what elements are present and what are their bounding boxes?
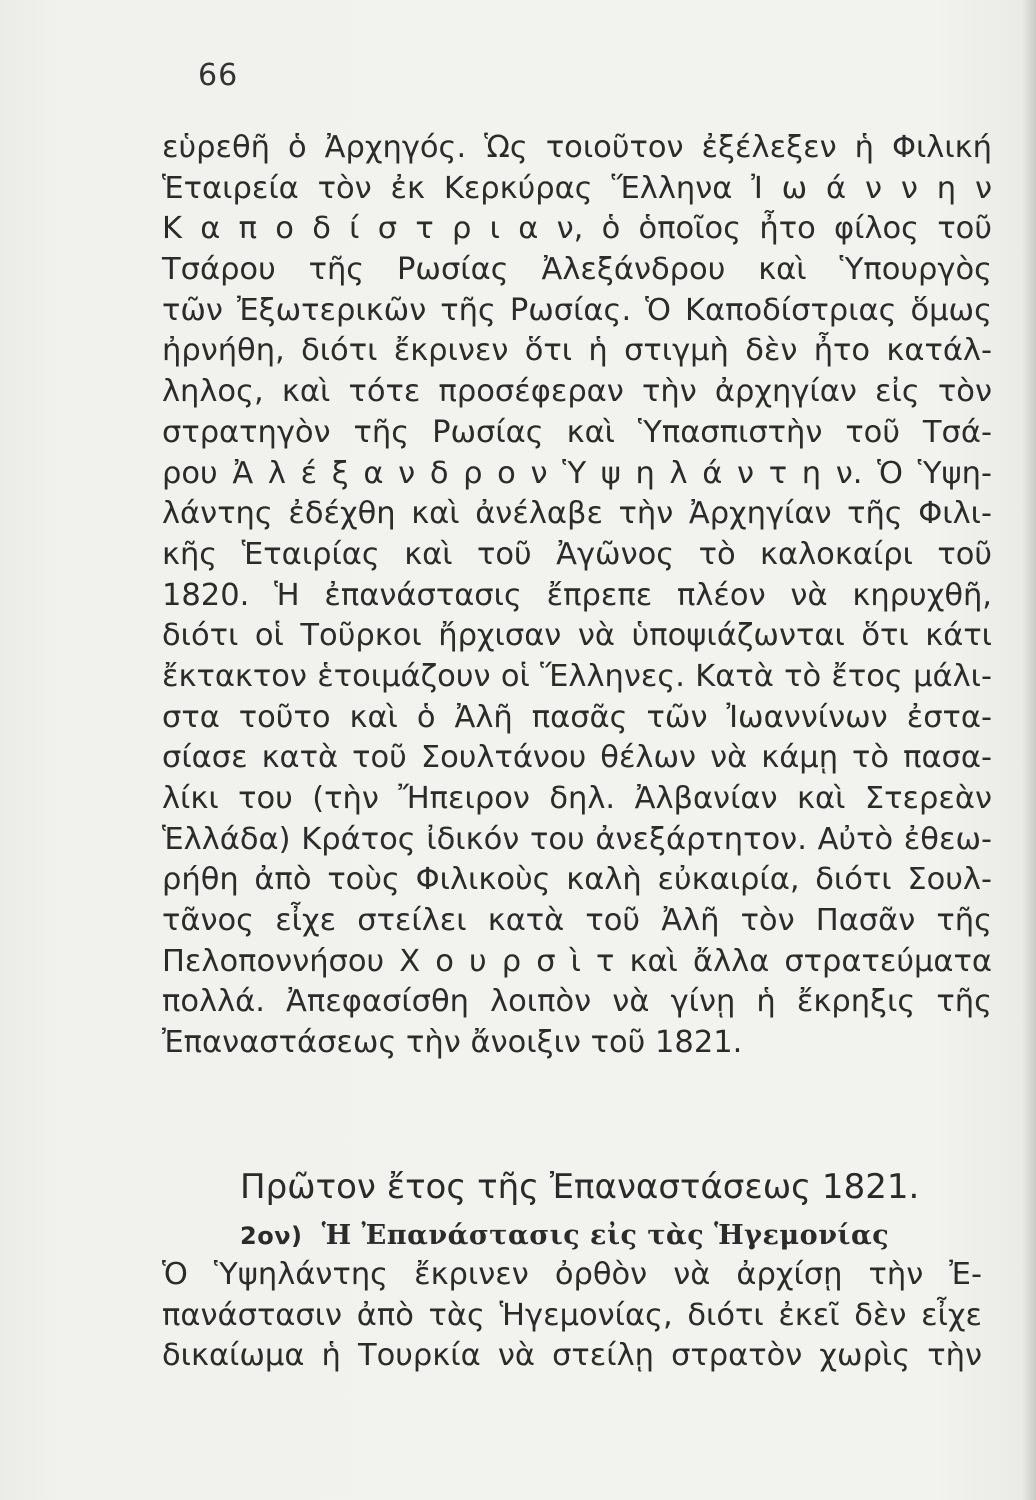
text-line: Ἐπαναστάσεως τὴν ἄνοιξιν τοῦ 1821.	[162, 1025, 743, 1061]
text-line: Ἑλλάδα) Κράτος ἰδικόν του ἀνεξάρτητον. Αὐτὸ ἐθεω-	[162, 821, 992, 857]
text-line: τῶν Ἐξωτερικῶν τῆς Ρωσίας. Ὁ Καποδίστριας ὅμως	[162, 292, 992, 328]
text-line: Κ α π ο δ ί σ τ ρ ι α ν, ὁ ὁποῖος ἦτο φίλος τοῦ	[162, 211, 992, 247]
text-line: λίκι του (τὴν Ἤπειρον δηλ. Ἀλβανίαν καὶ Στερεὰν	[162, 781, 992, 816]
text-line: ἔκτακτον ἑτοιμάζουν οἱ Ἕλληνες. Κατὰ τὸ ἔτος μάλι-	[162, 658, 992, 694]
second-paragraph	[162, 1255, 982, 1377]
text-line: εὑρεθῆ ὁ Ἀρχηγός. Ὡς τοιοῦτον ἐξέλεξεν ἡ Φιλική	[162, 130, 992, 165]
page-number: 66	[198, 58, 239, 93]
text-line: διότι οἱ Τοῦρκοι ἤρχισαν νὰ ὑποψιάζωνται ὅτι κάτι	[162, 618, 992, 654]
text-line: σίασε κατὰ τοῦ Σουλτάνου θέλων νὰ κάμῃ τὸ πασα-	[162, 740, 992, 776]
text-line: Πελοποννήσου Χ ο υ ρ σ ὶ τ καὶ ἄλλα στρατεύματα	[162, 943, 992, 979]
subsection-heading	[240, 1216, 970, 1256]
text-line: στρατηγὸν τῆς Ρωσίας καὶ Ὑπασπιστὴν τοῦ Τσά-	[162, 414, 992, 450]
section-heading: Πρῶτον ἔτος τῆς Ἐπαναστάσεως 1821.	[240, 1167, 920, 1207]
text-line: λάντης ἐδέχθη καὶ ἀνέλαβε τὴν Ἀρχηγίαν τῆς Φιλι-	[162, 496, 992, 532]
text-line: ρήθη ἀπὸ τοὺς Φιλικοὺς καλὴ εὐκαιρία, διότι Σουλ-	[162, 862, 992, 898]
text-line: Τσάρου τῆς Ρωσίας Ἀλεξάνδρου καὶ Ὑπουργὸς	[162, 252, 992, 288]
subsection-number: 2ον)	[240, 1222, 303, 1250]
text-line: Ὁ Ὑψηλάντης ἔκρινεν ὀρθὸν νὰ ἀρχίσῃ τὴν Ἐ-	[162, 1257, 982, 1292]
text-line: πολλά. Ἀπεφασίσθη λοιπὸν νὰ γίνῃ ἡ ἔκρηξις τῆς	[162, 984, 992, 1020]
text-line: δικαίωμα ἡ Τουρκία νὰ στείλῃ στρατὸν χωρὶς τὴν	[162, 1338, 982, 1374]
subsection-title: Ἡ Ἐπανάστασις εἰς τὰς Ἡγεμονίας	[321, 1220, 890, 1251]
text-line: πανάστασιν ἀπὸ τὰς Ἡγεμονίας, διότι ἐκεῖ δὲν εἶχε	[162, 1297, 982, 1333]
text-line: τᾶνος εἶχε στείλει κατὰ τοῦ Ἀλῆ τὸν Πασᾶν τῆς	[162, 903, 992, 939]
text-line: ἠρνήθη, διότι ἔκρινεν ὅτι ἡ στιγμὴ δὲν ἦτο κατάλ-	[162, 333, 992, 369]
main-paragraph	[162, 128, 992, 1064]
text-line: Ἑταιρεία τὸν ἐκ Κερκύρας Ἕλληνα Ἰ ω ά ν ν η ν	[162, 170, 992, 206]
text-line: ληλος, καὶ τότε προσέφεραν τὴν ἀρχηγίαν εἰς τὸν	[162, 374, 992, 410]
text-line: ρου Ἀ λ έ ξ α ν δ ρ ο ν Ὑ ψ η λ ά ν τ η ν. Ὁ Ὑψη-	[162, 455, 992, 491]
text-line: 1820. Ἡ ἐπανάστασις ἔπρεπε πλέον νὰ κηρυχθῆ,	[162, 577, 992, 613]
text-line: κῆς Ἑταιρίας καὶ τοῦ Ἀγῶνος τὸ καλοκαίρι τοῦ	[162, 536, 992, 572]
text-line: στα τοῦτο καὶ ὁ Ἀλῆ πασᾶς τῶν Ἰωαννίνων ἐστα-	[162, 699, 992, 735]
